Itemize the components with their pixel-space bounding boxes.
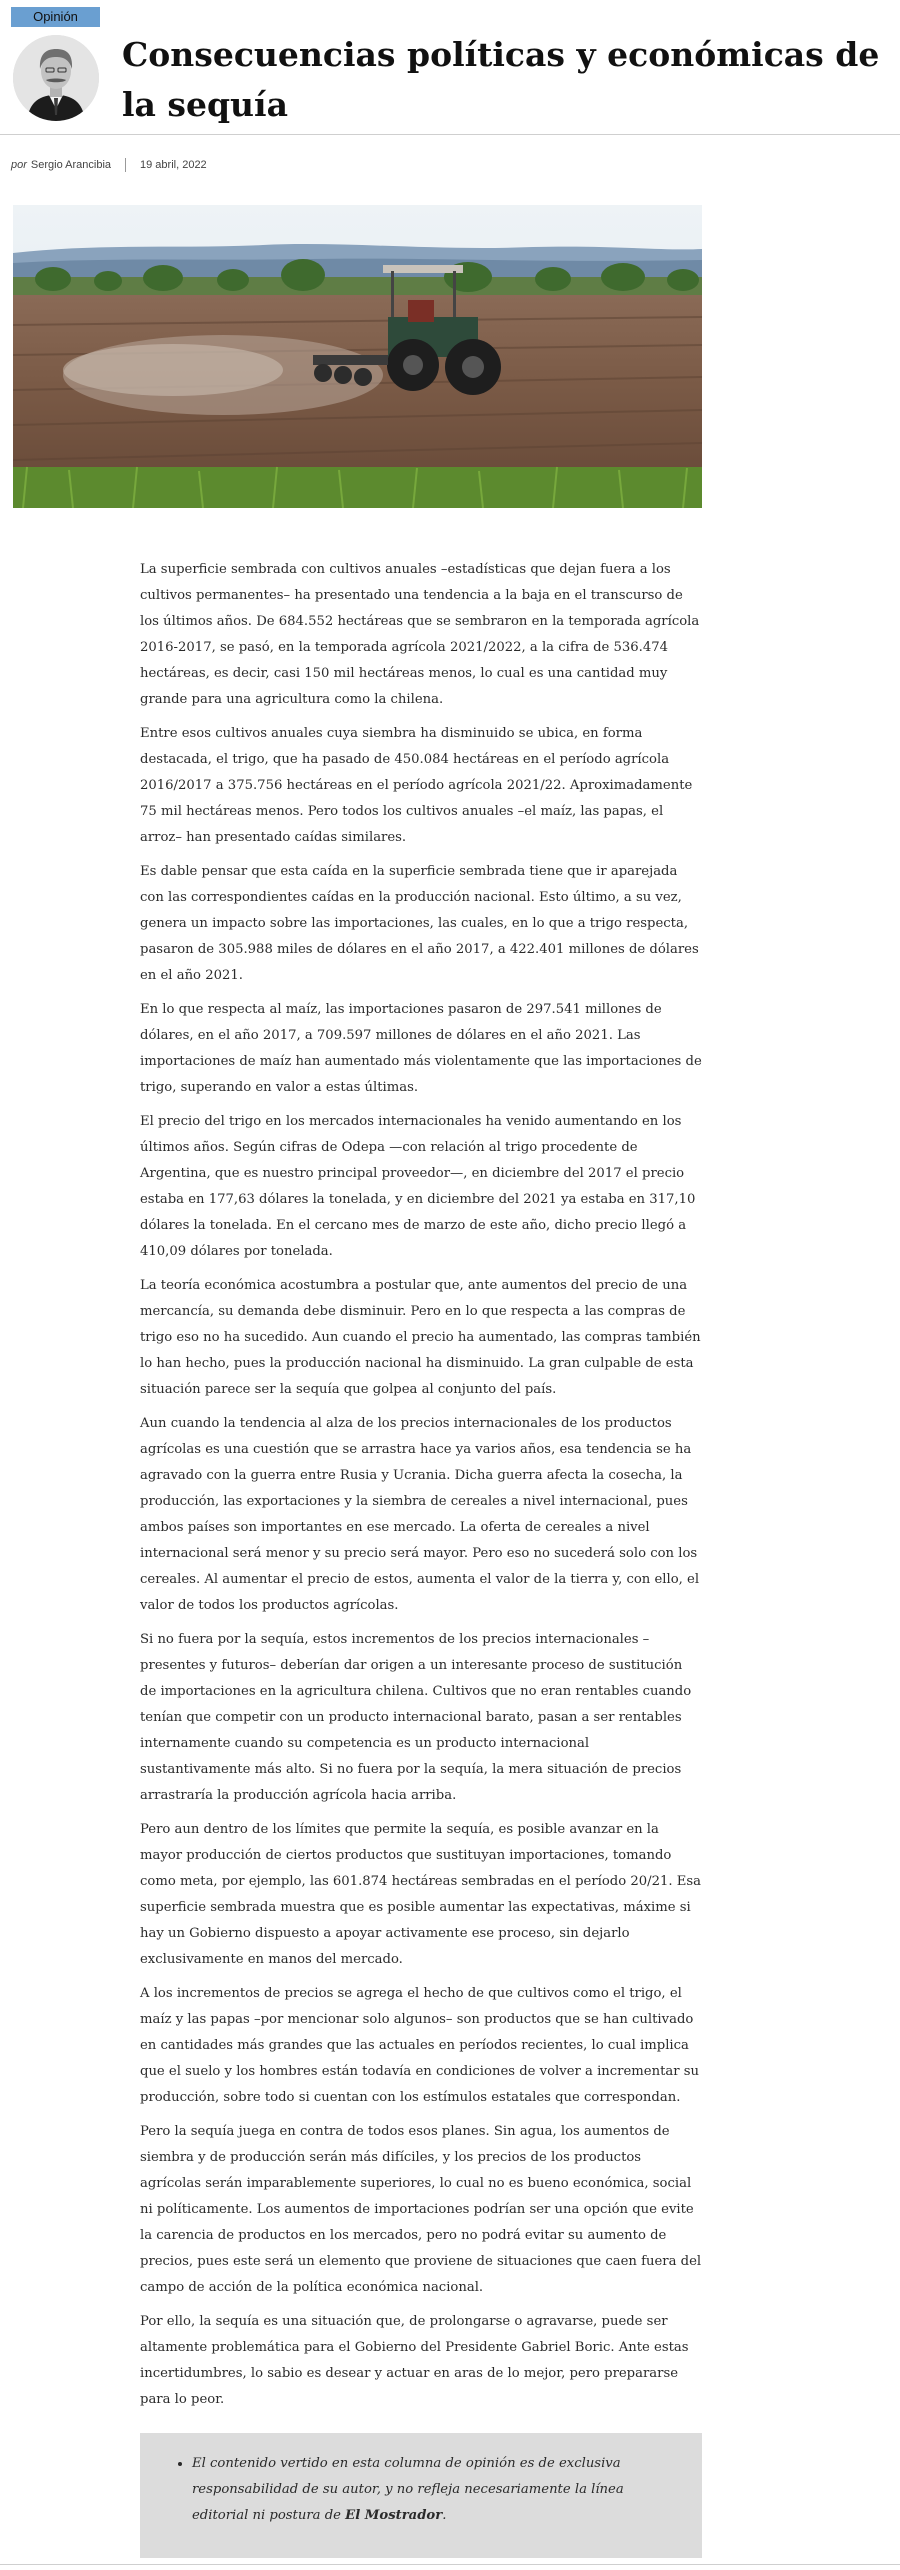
byline-prefix: por [11, 159, 27, 171]
author-avatar [13, 35, 99, 121]
disclaimer-text: El contenido vertido en esta columna de opinión es de exclusiva responsabilidad de su autor, y no refleja necesariamente la línea editorial ni postura de [192, 2456, 624, 2523]
paragraph: La teoría económica acostumbra a postular que, ante aumentos del precio de una mercancía, su demanda debe disminuir. Pero en lo que respecta a las compras de trigo eso no ha sucedido. Aun cuando el precio ha aumentado, las compras también lo han hecho, pues la producción nacional ha disminuido. La gran culpable de esta situación parece ser la sequía que golpea al conjunto del país. [140, 1278, 701, 1397]
paragraph: Aun cuando la tendencia al alza de los precios internacionales de los productos agrícolas es una cuestión que se arrastra hace ya varios años, esa tendencia se ha agravado con la guerra entre Rusia y Ucrania. Dicha guerra afecta la cosecha, la producción, las exportaciones y la siembra de cereales a nivel internacional, pues ambos países son importantes en ese mercado. La oferta de cereales a nivel internacional será menor y su precio será mayor. Pero eso no sucederá solo con los cereales. Al aumentar el precio de estos, aumenta el valor de la tierra y, con ello, el valor de todos los productos agrícolas. [140, 1416, 700, 1613]
byline-divider [125, 158, 126, 172]
header-divider [0, 134, 900, 135]
paragraph: Pero aun dentro de los límites que permite la sequía, es posible avanzar en la mayor producción de ciertos productos que sustituyan importaciones, tomando como meta, por ejemplo, las 601.874 hectáreas sembradas en el período 20/21. Esa superficie sembrada muestra que es posible aumentar las expectativas, máxime si hay un Gobierno dispuesto a apoyar activamente ese proceso, sin dejarlo exclusivamente en manos del mercado. [140, 1822, 701, 1967]
article-title: Consecuencias políticas y económicas de la sequía [122, 35, 880, 124]
paragraph: A los incrementos de precios se agrega el hecho de que cultivos como el trigo, el maíz y las papas –por mencionar solo algunos– son productos que se han cultivado en cantidades más grandes que las actuales en períodos recientes, lo cual implica que el suelo y los hombres están todavía en condiciones de volver a incrementar su producción, sobre todo si cuentan con los estímulos estatales que correspondan. [140, 1986, 699, 2105]
disclaimer-item [192, 2451, 682, 2529]
paragraph: En lo que respecta al maíz, las importaciones pasaron de 297.541 millones de dólares, en el año 2017, a 709.597 millones de dólares en el año 2021. Las importaciones de maíz han aumentado más violentamente que las importaciones de trigo, superando en valor a estas últimas. [140, 1002, 702, 1095]
paragraph: El precio del trigo en los mercados internacionales ha venido aumentando en los últimos años. Según cifras de Odepa —con relación al trigo procedente de Argentina, que es nuestro principal proveedor—, en diciembre del 2017 el precio estaba en 177,63 dólares la tonelada, y en diciembre del 2021 ya estaba en 317,10 dólares la tonelada. En el cercano mes de marzo de este año, dicho precio llegó a 410,09 dólares por tonelada. [140, 1114, 696, 1259]
paragraph: Por ello, la sequía es una situación que, de prolongarse o agravarse, puede ser altamente problemática para el Gobierno del Presidente Gabriel Boric. Ante estas incertidumbres, lo sabio es desear y actuar en aras de lo mejor, pero prepararse para lo peor. [140, 2314, 689, 2407]
footer-divider [0, 2564, 900, 2565]
publish-date: 19 abril, 2022 [140, 159, 207, 171]
hero-image-tractor [13, 205, 702, 508]
section-tag[interactable]: Opinión [11, 7, 100, 27]
paragraph: Pero la sequía juega en contra de todos esos planes. Sin agua, los aumentos de siembra y de producción serán más difíciles, y los precios de los productos agrícolas serán imparablemente superiores, lo cual no es bueno económica, social ni políticamente. Los aumentos de importaciones podrían ser una opción que evite la carencia de productos en los mercados, pero no podrá evitar su aumento de precios, pues este será un elemento que proviene de situaciones que caen fuera del campo de acción de la política económica nacional. [140, 2124, 702, 2295]
disclaimer-end: . [442, 2508, 447, 2523]
paragraph: Entre esos cultivos anuales cuya siembra ha disminuido se ubica, en forma destacada, el trigo, que ha pasado de 450.084 hectáreas en el período agrícola 2016/2017 a 375.756 hectáreas en el período agrícola 2021/22. Aproximadamente 75 mil hectáreas menos. Pero todos los cultivos anuales –el maíz, las papas, el arroz– han presentado caídas similares. [140, 726, 693, 845]
article-body [140, 557, 702, 2421]
paragraph: La superficie sembrada con cultivos anuales –estadísticas que dejan fuera a los cultivos permanentes– ha presentado una tendencia a la baja en el transcurso de los últimos años. De 684.552 hectáreas que se sembraron en la temporada agrícola 2016-2017, se pasó, en la temporada agrícola 2021/2022, a la cifra de 536.474 hectáreas, es decir, casi 150 mil hectáreas menos, lo cual es una cantidad muy grande para una agricultura como la chilena. [140, 562, 700, 707]
paragraph: Es dable pensar que esta caída en la superficie sembrada tiene que ir aparejada con las correspondientes caídas en la producción nacional. Esto último, a su vez, genera un impacto sobre las importaciones, las cuales, en lo que a trigo respecta, pasaron de 305.988 miles de dólares en el año 2017, a 422.401 millones de dólares en el año 2021. [140, 864, 699, 983]
byline [11, 157, 207, 173]
author-portrait-icon [13, 35, 99, 121]
tractor-field-image [13, 205, 702, 508]
disclaimer-box [140, 2433, 702, 2558]
outlet-name: El Mostrador [345, 2508, 443, 2523]
author-name-link[interactable]: Sergio Arancibia [30, 159, 112, 171]
paragraph: Si no fuera por la sequía, estos incrementos de los precios internacionales –presentes y futuros– deberían dar origen a un interesante proceso de sustitución de importaciones en la agricultura chilena. Cultivos que no eran rentables cuando tenían que competir con un producto internacional barato, pasan a ser rentables internamente cuando su competencia es un producto internacional sustantivamente más alto. Si no fuera por la sequía, la mera situación de precios arrastraría la producción agrícola hacia arriba. [140, 1632, 692, 1803]
